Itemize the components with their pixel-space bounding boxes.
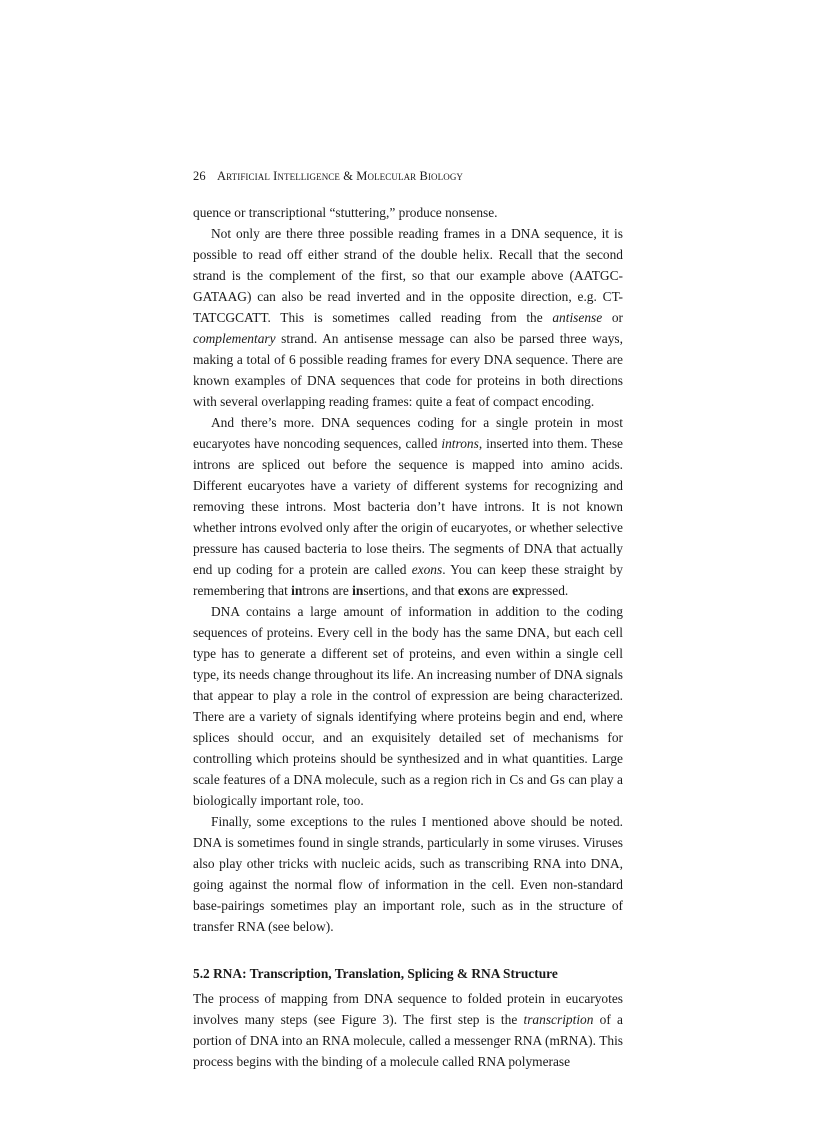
- text-run: . You can keep these straight by remembering that: [193, 562, 623, 598]
- text-run: quence or transcriptional “stuttering,” produce nonsense.: [193, 205, 498, 220]
- paragraph-dna-information: [193, 601, 623, 811]
- paragraph-introns-exons: [193, 412, 623, 601]
- text-run: ons are: [470, 583, 513, 598]
- paragraph-exceptions: [193, 811, 623, 937]
- section-body: [193, 988, 623, 1072]
- page: [193, 168, 623, 1072]
- running-title: Artificial Intelligence & Molecular Biology: [216, 169, 464, 183]
- bold-term: in: [291, 583, 303, 598]
- text-run: DNA contains a large amount of information in addition to the coding sequences of proteins. Every cell in the body has the same DNA, but each cell type has to generate a different set of proteins, and even within a single cell type, its needs change throughout its life. An increasing number of DNA signals that appear to play a role in the control of expression are being characterized. There are a variety of signals identifying where proteins begin and end, where splices should occur, and an exquisitely detailed set of mechanisms for controlling which proteins should be synthesized and in what quantities. Large scale features of a DNA molecule, such as a region rich in Cs and Gs can play a biologically important role, too.: [193, 604, 623, 808]
- text-run: trons are: [302, 583, 353, 598]
- italic-term: antisense: [552, 310, 603, 325]
- bold-term: ex: [457, 583, 471, 598]
- text-run: Not only are there three possible reading frames in a DNA sequence, it is possible to read off either strand of the double helix. Recall that the second strand is the complement of the first, so that our example above (AATGC-GATAAG) can also be read inverted and in the opposite direction, e.g. CT-TATCGCATT. This is sometimes called reading from the: [193, 226, 623, 325]
- bold-term: in: [352, 583, 364, 598]
- text-run: strand. An antisense message can also be parsed three ways, making a total of 6 possible reading frames for every DNA sequence. There are known examples of DNA sequences that code for proteins in both directions with several overlapping reading frames: quite a feat of compact encoding.: [193, 331, 623, 409]
- text-run: or: [602, 310, 623, 325]
- text-run: , inserted into them. These introns are spliced out before the sequence is mapped into amino acids. Different eucaryotes have a variety of different systems for recognizing and removing these introns. Most bacteria don’t have introns. It is not known whether introns evolved only after the origin of eucaryotes, or whether selective pressure has caused bacteria to lose theirs. The segments of DNA that actually end up coding for a protein are called: [193, 436, 623, 577]
- italic-term: introns: [441, 436, 479, 451]
- paragraph-continuation: [193, 202, 623, 223]
- body-text: [193, 202, 623, 937]
- running-head: [193, 168, 623, 184]
- text-run: of a portion of DNA into an RNA molecule, called a messenger RNA (mRNA). This process begins with the binding of a molecule called RNA polymerase: [193, 1012, 623, 1069]
- italic-term: complementary: [193, 331, 276, 346]
- text-run: Finally, some exceptions to the rules I mentioned above should be noted. DNA is sometimes found in single strands, particularly in some viruses. Viruses also play other tricks with nucleic acids, such as transcribing RNA into DNA, going against the normal flow of information in the cell. Even non-standard base-pairings sometimes play an important role, such as in the structure of transfer RNA (see below).: [193, 814, 623, 934]
- text-run: And there’s more. DNA sequences coding for a single protein in most eucaryotes have noncoding sequences, called: [193, 415, 623, 451]
- text-run: The process of mapping from DNA sequence to folded protein in eucaryotes involves many steps (see Figure 3). The first step is the: [193, 991, 623, 1027]
- bold-term: ex: [512, 583, 525, 598]
- paragraph-rna-transcription: [193, 988, 623, 1072]
- italic-term: transcription: [523, 1012, 594, 1027]
- text-run: sertions, and that: [363, 583, 458, 598]
- section-heading: 5.2 RNA: Transcription, Translation, Splicing & RNA Structure: [193, 966, 558, 981]
- text-run: pressed.: [524, 583, 569, 598]
- italic-term: exons: [411, 562, 443, 577]
- page-number: 26: [193, 169, 206, 183]
- paragraph-reading-frames: [193, 223, 623, 412]
